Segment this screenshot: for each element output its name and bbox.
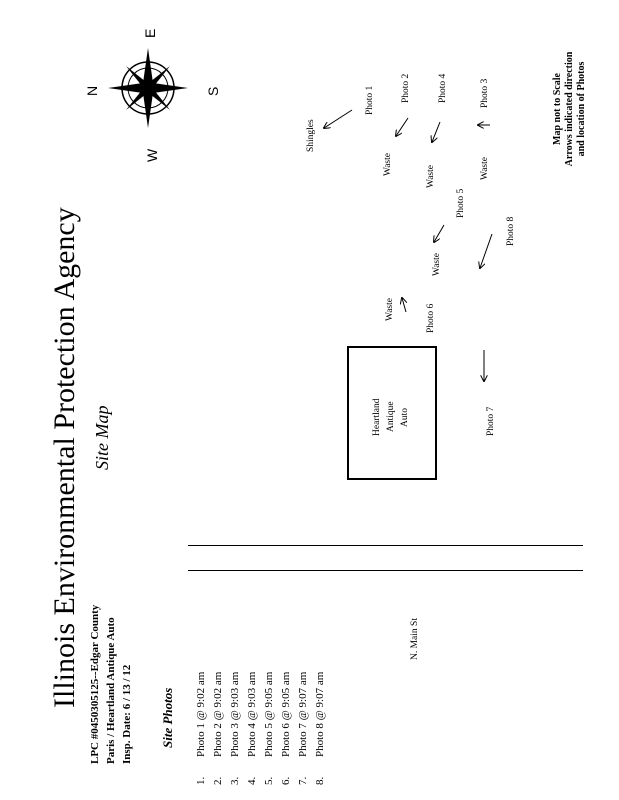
compass-e-label: E: [142, 28, 158, 38]
label-photo-8: Photo 8: [506, 216, 516, 246]
label-photo-4: Photo 4: [438, 73, 448, 103]
list-item: 5.: [263, 776, 275, 785]
list-item: 2.: [212, 776, 224, 785]
compass-s-label: S: [205, 86, 221, 96]
label-waste-a: Waste: [383, 153, 393, 176]
site-line: Paris / Heartland Antique Auto: [105, 617, 117, 764]
map-title: Site Map: [92, 405, 112, 470]
list-item: Photo 3 @ 9:03 am: [229, 671, 241, 757]
list-item: Photo 1 @ 9:02 am: [195, 671, 207, 757]
list-item: Photo 7 @ 9:07 am: [297, 671, 309, 757]
inspection-date: Insp. Date: 6 / 13 / 12: [121, 664, 133, 764]
list-item: 4.: [246, 776, 258, 785]
compass-w-label: W: [144, 148, 160, 162]
list-item: Photo 4 @ 9:03 am: [246, 671, 258, 757]
building-label-line3: Auto: [400, 408, 410, 427]
note-scale: Map not to Scale: [552, 73, 563, 145]
label-photo-5: Photo 5: [456, 188, 466, 218]
label-waste-d: Waste: [432, 253, 442, 276]
compass-n-label: N: [84, 85, 100, 96]
label-shingles: Shingles: [306, 119, 316, 152]
building-label-line2: Antique: [386, 401, 396, 432]
street-label: N. Main St: [410, 618, 420, 660]
note-arrows: Arrows indicated direction: [564, 51, 575, 167]
list-item: Photo 2 @ 9:02 am: [212, 671, 224, 757]
label-photo-7: Photo 7: [486, 406, 496, 436]
label-photo-3: Photo 3: [480, 78, 490, 108]
building-label-line1: Heartland: [372, 398, 382, 436]
label-photo-6: Photo 6: [426, 303, 436, 333]
note-location: and location of Photos: [576, 61, 587, 157]
list-item: 3.: [229, 776, 241, 785]
lpc-line: LPC #0450305125--Edgar County: [89, 604, 101, 764]
list-item: Photo 6 @ 9:05 am: [280, 671, 292, 757]
list-item: 7.: [297, 776, 309, 785]
list-item: 6.: [280, 776, 292, 785]
label-waste-b: Waste: [426, 165, 436, 188]
label-waste-e: Waste: [385, 298, 395, 321]
label-waste-c: Waste: [480, 157, 490, 180]
agency-title: Illinois Environmental Protection Agency: [48, 207, 81, 708]
label-photo-1: Photo 1: [365, 85, 375, 115]
list-item: Photo 8 @ 9:07 am: [314, 671, 326, 757]
site-photos-title: Site Photos: [160, 687, 175, 748]
list-item: Photo 5 @ 9:05 am: [263, 671, 275, 757]
list-item: 8.: [314, 776, 326, 785]
label-photo-2: Photo 2: [401, 73, 411, 103]
list-item: 1.: [195, 776, 207, 785]
